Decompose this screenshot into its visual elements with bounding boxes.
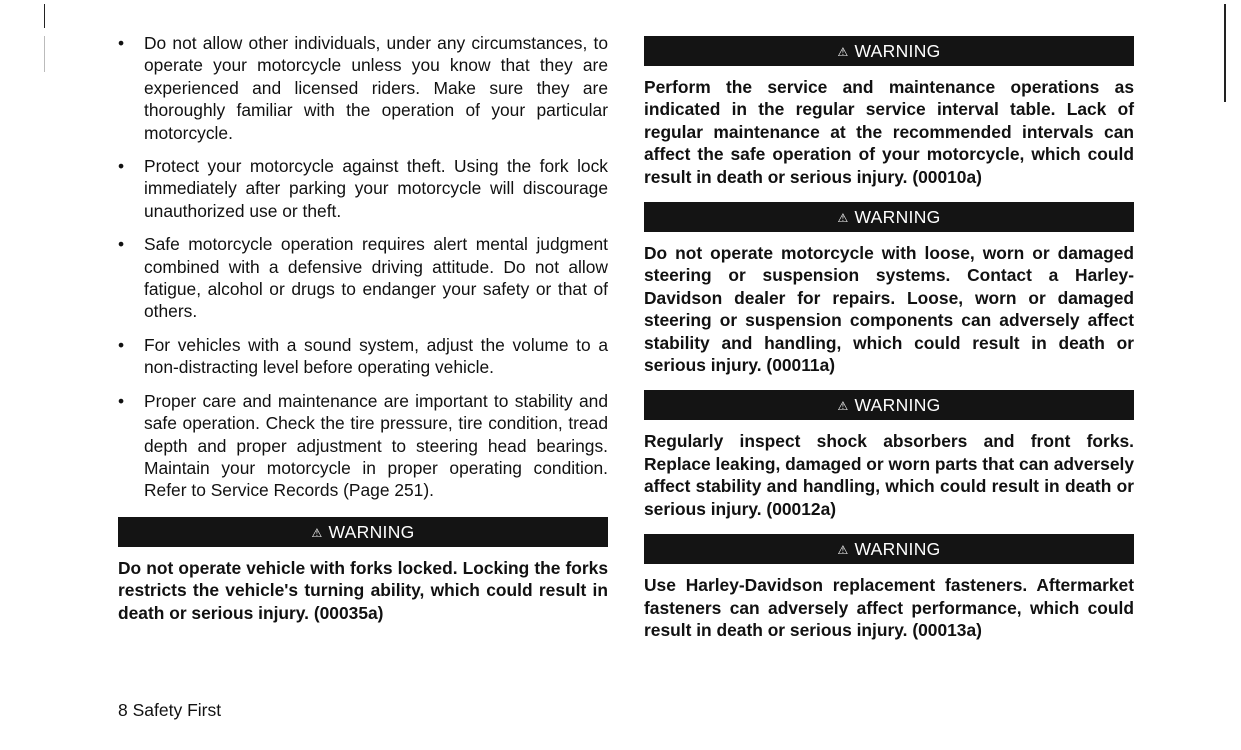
warning-label: WARNING [854, 539, 941, 560]
bullet-text: Safe motorcycle operation requires alert mental judgment combined with a defensive driving attitude. Do not allow fatigue, alcohol or drugs to endanger your safety or that of others. [144, 234, 608, 322]
warning-message: Use Harley-Davidson replacement fasteners. Aftermarket fasteners can adversely affect performance, which could result in death or serious injury. (00013a) [644, 575, 1134, 640]
safety-bullet-list [118, 32, 608, 502]
left-column [118, 32, 608, 636]
list-item [118, 334, 608, 379]
warning-block [644, 534, 1134, 641]
warning-message: Do not operate motorcycle with loose, worn or damaged steering or suspension systems. Contact a Harley-Davidson dealer for repairs. Loose, worn or damaged steering or suspension components can adversely affect stability and handling, which could result in death or serious injury. (00011a) [644, 243, 1134, 376]
warning-triangle-icon: ⚠ [837, 543, 849, 558]
warning-triangle-icon: ⚠ [837, 211, 849, 226]
bullet-icon: • [118, 33, 125, 53]
warning-message: Do not operate vehicle with forks locked. Locking the forks restricts the vehicle's turning ability, which could result in death or serious injury. (00035a) [118, 557, 608, 623]
bullet-text: Protect your motorcycle against theft. Using the fork lock immediately after parking your motorcycle will discourage unauthorized use or theft. [144, 156, 608, 221]
warning-triangle-icon: ⚠ [311, 525, 323, 540]
list-item [118, 390, 608, 502]
scan-edge-line [44, 4, 45, 28]
warning-header [644, 36, 1134, 66]
list-item [118, 32, 608, 144]
warning-header [644, 202, 1134, 232]
warning-label: WARNING [854, 395, 941, 416]
warning-header [644, 390, 1134, 420]
bullet-text: Do not allow other individuals, under any circumstances, to operate your motorcycle unless you know that they are experienced and licensed riders. Make sure they are thoroughly familiar with the operation of your particular motorcycle. [144, 33, 608, 143]
bullet-icon: • [118, 334, 125, 355]
right-column [644, 36, 1134, 653]
warning-label: WARNING [854, 41, 941, 61]
warning-message: Perform the service and maintenance operations as indicated in the regular service interval table. Lack of regular maintenance at the recommended intervals can affect the safe operation of your motorcycle, which could result in death or serious injury. (00010a) [644, 77, 1134, 187]
bullet-icon: • [118, 234, 125, 255]
list-item [118, 233, 608, 323]
bullet-icon: • [118, 390, 125, 411]
warning-message: Regularly inspect shock absorbers and front forks. Replace leaking, damaged or worn parts that can adversely affect stability and handling, which could result in death or serious injury. (00012a) [644, 431, 1135, 519]
bullet-text: For vehicles with a sound system, adjust the volume to a non-distracting level before operating vehicle. [144, 334, 608, 378]
page-footer: 8 Safety First [118, 700, 222, 720]
warning-triangle-icon: ⚠ [837, 45, 849, 59]
warning-label: WARNING [854, 207, 941, 228]
warning-triangle-icon: ⚠ [837, 399, 849, 414]
bullet-text: Proper care and maintenance are important to stability and safe operation. Check the tire pressure, tire condition, tread depth and proper adjustment to steering head bearings. Maintain your motorcycle in proper operating condition. Refer to Service Records (Page 251). [144, 390, 608, 501]
scan-edge-line [44, 36, 45, 72]
warning-header [644, 534, 1134, 564]
warning-block [644, 202, 1134, 376]
warning-header [118, 517, 608, 547]
warning-label: WARNING [328, 521, 415, 542]
warning-block [644, 390, 1134, 520]
scan-edge-line [1224, 4, 1226, 102]
warning-block [644, 36, 1134, 188]
list-item [118, 155, 608, 222]
bullet-icon: • [118, 156, 125, 177]
